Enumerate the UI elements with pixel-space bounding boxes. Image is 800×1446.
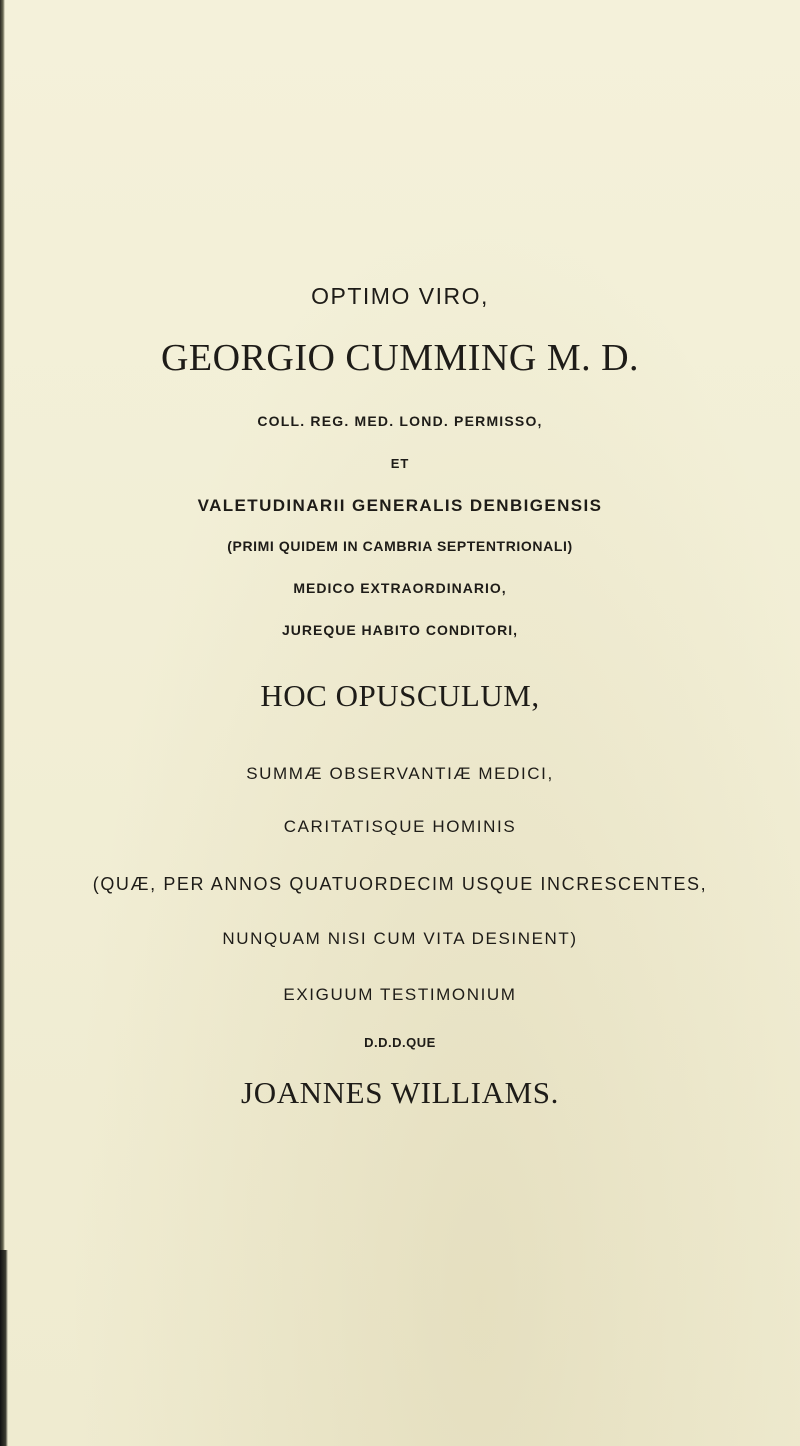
dedication-author-name: JOANNES WILLIAMS. [241,1075,559,1110]
page-binding-shadow [0,1250,8,1446]
dedication-charity-line: CARITATISQUE HOMINIS [283,817,517,836]
dedication-years-line: (QUÆ, PER ANNOS QUATUORDECIM USQUE INCRESCENTES, [92,874,708,894]
dedication-observance-line: SUMMÆ OBSERVANTIÆ MEDICI, [246,764,554,783]
dedicatee-name: GEORGIO CUMMING M. D. [160,337,640,379]
dedication-formula: D.D.D.QUE [364,1035,436,1050]
dedication-role: MEDICO EXTRAORDINARIO, [293,580,507,596]
dedication-testimony-line: EXIGUUM TESTIMONIUM [283,985,517,1004]
page-edge-shadow [0,0,5,1446]
dedication-conjunction: ET [390,456,410,471]
dedication-never-line: NUNQUAM NISI CUM VITA DESINENT) [222,929,578,948]
dedication-institution: VALETUDINARII GENERALIS DENBIGENSIS [197,496,603,515]
dedication-permission-line: COLL. REG. MED. LOND. PERMISSO, [257,413,543,429]
dedication-work-title: HOC OPUSCULUM, [260,678,540,713]
dedication-founder-line: JUREQUE HABITO CONDITORI, [281,622,519,638]
dedication-salutation: OPTIMO VIRO, [311,283,489,309]
dedication-parenthetical-note: (PRIMI QUIDEM IN CAMBRIA SEPTENTRIONALI) [227,538,573,554]
